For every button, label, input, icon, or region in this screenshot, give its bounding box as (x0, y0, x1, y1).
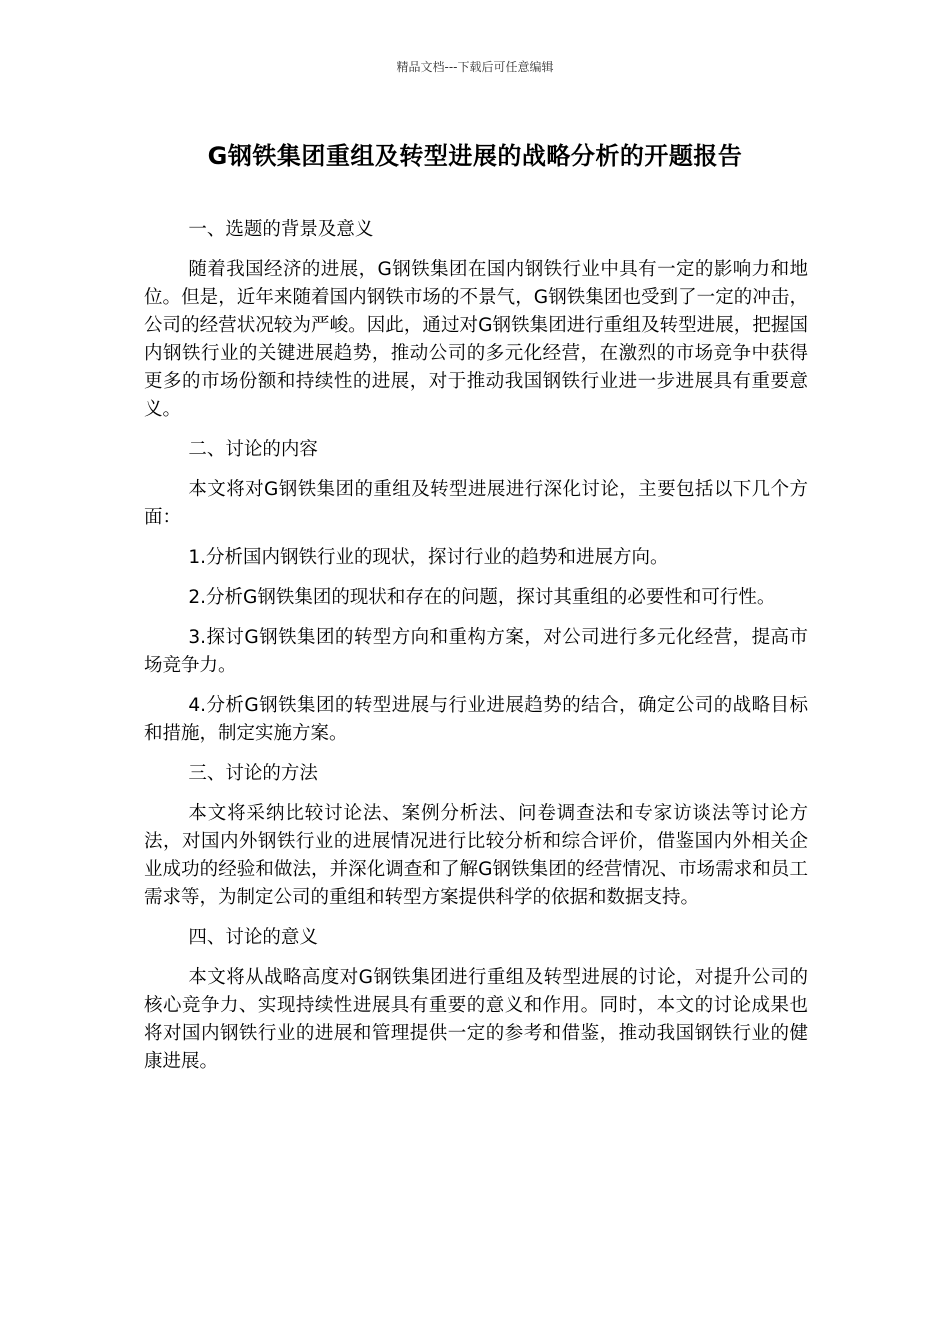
paragraph-method: 本文将采纳比较讨论法、案例分析法、问卷调查法和专家访谈法等讨论方法，对国内外钢铁行业的进展情况进行比较分析和综合评价，借鉴国内外相关企业成功的经验和做法，并深化调查和了解G钢铁集团的经营情况、市场需求和员工需求等，为制定公司的重组和转型方案提供科学的依据和数据支持。 (144, 803, 808, 908)
paragraph-significance: 本文将从战略高度对G钢铁集团进行重组及转型进展的讨论，对提升公司的核心竞争力、实现持续性进展具有重要的意义和作用。同时，本文的讨论成果也将对国内钢铁行业的进展和管理提供一定的参考和借鉴，推动我国钢铁行业的健康进展。 (144, 967, 808, 1072)
list-item-3: 3.探讨G钢铁集团的转型方向和重构方案，对公司进行多元化经营，提高市场竞争力。 (144, 627, 808, 676)
header-note: 精品文档---下载后可任意编辑 (396, 60, 554, 74)
section-heading-background: 一、选题的背景及意义 (188, 219, 374, 240)
document-title: G钢铁集团重组及转型进展的战略分析的开题报告 (207, 142, 743, 170)
list-item-1: 1.分析国内钢铁行业的现状，探讨行业的趋势和进展方向。 (188, 547, 669, 568)
list-item-4: 4.分析G钢铁集团的转型进展与行业进展趋势的结合，确定公司的战略目标和措施，制定实施方案。 (144, 695, 808, 744)
section-heading-method: 三、讨论的方法 (188, 763, 318, 784)
section-heading-content: 二、讨论的内容 (188, 439, 318, 460)
paragraph-content-intro: 本文将对G钢铁集团的重组及转型进展进行深化讨论，主要包括以下几个方面： (144, 479, 808, 528)
section-heading-significance: 四、讨论的意义 (188, 927, 318, 948)
document-body (144, 216, 808, 1088)
list-item-2: 2.分析G钢铁集团的现状和存在的问题，探讨其重组的必要性和可行性。 (188, 587, 776, 608)
paragraph-background: 随着我国经济的进展，G钢铁集团在国内钢铁行业中具有一定的影响力和地位。但是，近年来随着国内钢铁市场的不景气，G钢铁集团也受到了一定的冲击，公司的经营状况较为严峻。因此，通过对G钢铁集团进行重组及转型进展，把握国内钢铁行业的关键进展趋势，推动公司的多元化经营，在激烈的市场竞争中获得更多的市场份额和持续性的进展，对于推动我国钢铁行业进一步进展具有重要意义。 (144, 259, 808, 420)
